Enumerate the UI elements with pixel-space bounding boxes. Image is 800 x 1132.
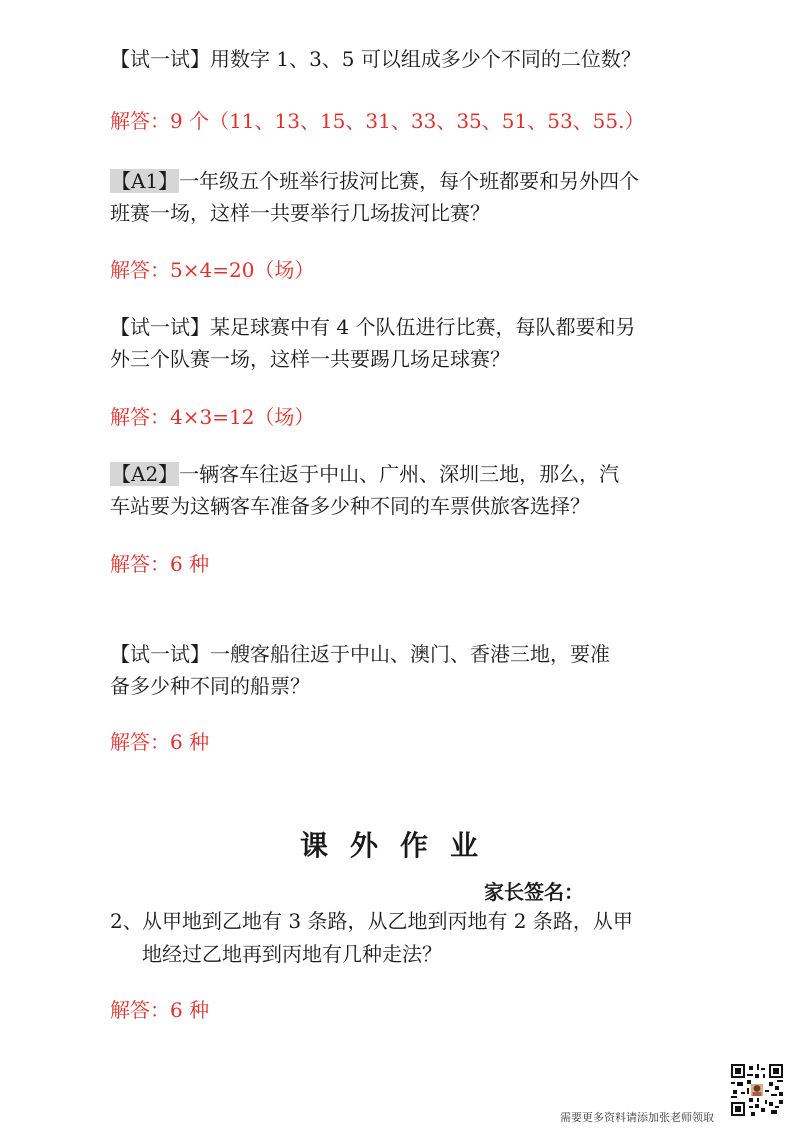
footer-note: 需要更多资料请添加张老师领取 [560, 1111, 714, 1124]
q3-answer: 解答：6 种 [110, 730, 210, 754]
a1-tag: 【A1】 [111, 169, 179, 193]
qr-code-icon [731, 1064, 783, 1116]
q3-line2: 备多少种不同的船票？ [110, 674, 310, 698]
parent-signature-label: 家长签名： [484, 880, 584, 904]
a1-line2: 班赛一场，这样一共要举行几场拔河比赛？ [110, 201, 490, 225]
a1-question [110, 167, 710, 195]
homework-number: 2、 [110, 909, 143, 933]
homework-line1: 从甲地到乙地有 3 条路，从乙地到丙地有 2 条路，从甲 [142, 909, 633, 933]
homework-answer: 解答：6 种 [110, 998, 210, 1022]
a2-answer: 解答：6 种 [110, 552, 210, 576]
homework-title: 课外作业 [299, 829, 500, 862]
q3-line1: 【试一试】一艘客船往返于中山、澳门、香港三地，要准 [110, 642, 610, 666]
a1-line1: 一年级五个班举行拔河比赛，每个班都要和另外四个 [179, 169, 640, 193]
a2-question [110, 460, 710, 488]
q2-line2: 外三个队赛一场，这样一共要踢几场足球赛？ [110, 347, 510, 371]
homework-line2: 地经过乙地再到丙地有几种走法？ [142, 942, 442, 966]
q2-line1: 【试一试】某足球赛中有 4 个队伍进行比赛，每队都要和另 [110, 315, 636, 339]
a2-line2: 车站要为这辆客车准备多少种不同的车票供旅客选择？ [110, 494, 590, 518]
a1-answer: 解答：5×4=20（场） [110, 258, 315, 282]
a2-line1: 一辆客车往返于中山、广州、深圳三地，那么，汽 [179, 462, 620, 486]
q2-answer: 解答：4×3=12（场） [110, 405, 315, 429]
q1-answer: 解答：9 个（11、13、15、31、33、35、51、53、55.） [110, 109, 645, 133]
q1-text: 【试一试】用数字 1、3、5 可以组成多少个不同的二位数？ [110, 47, 641, 71]
a2-tag: 【A2】 [111, 462, 179, 486]
